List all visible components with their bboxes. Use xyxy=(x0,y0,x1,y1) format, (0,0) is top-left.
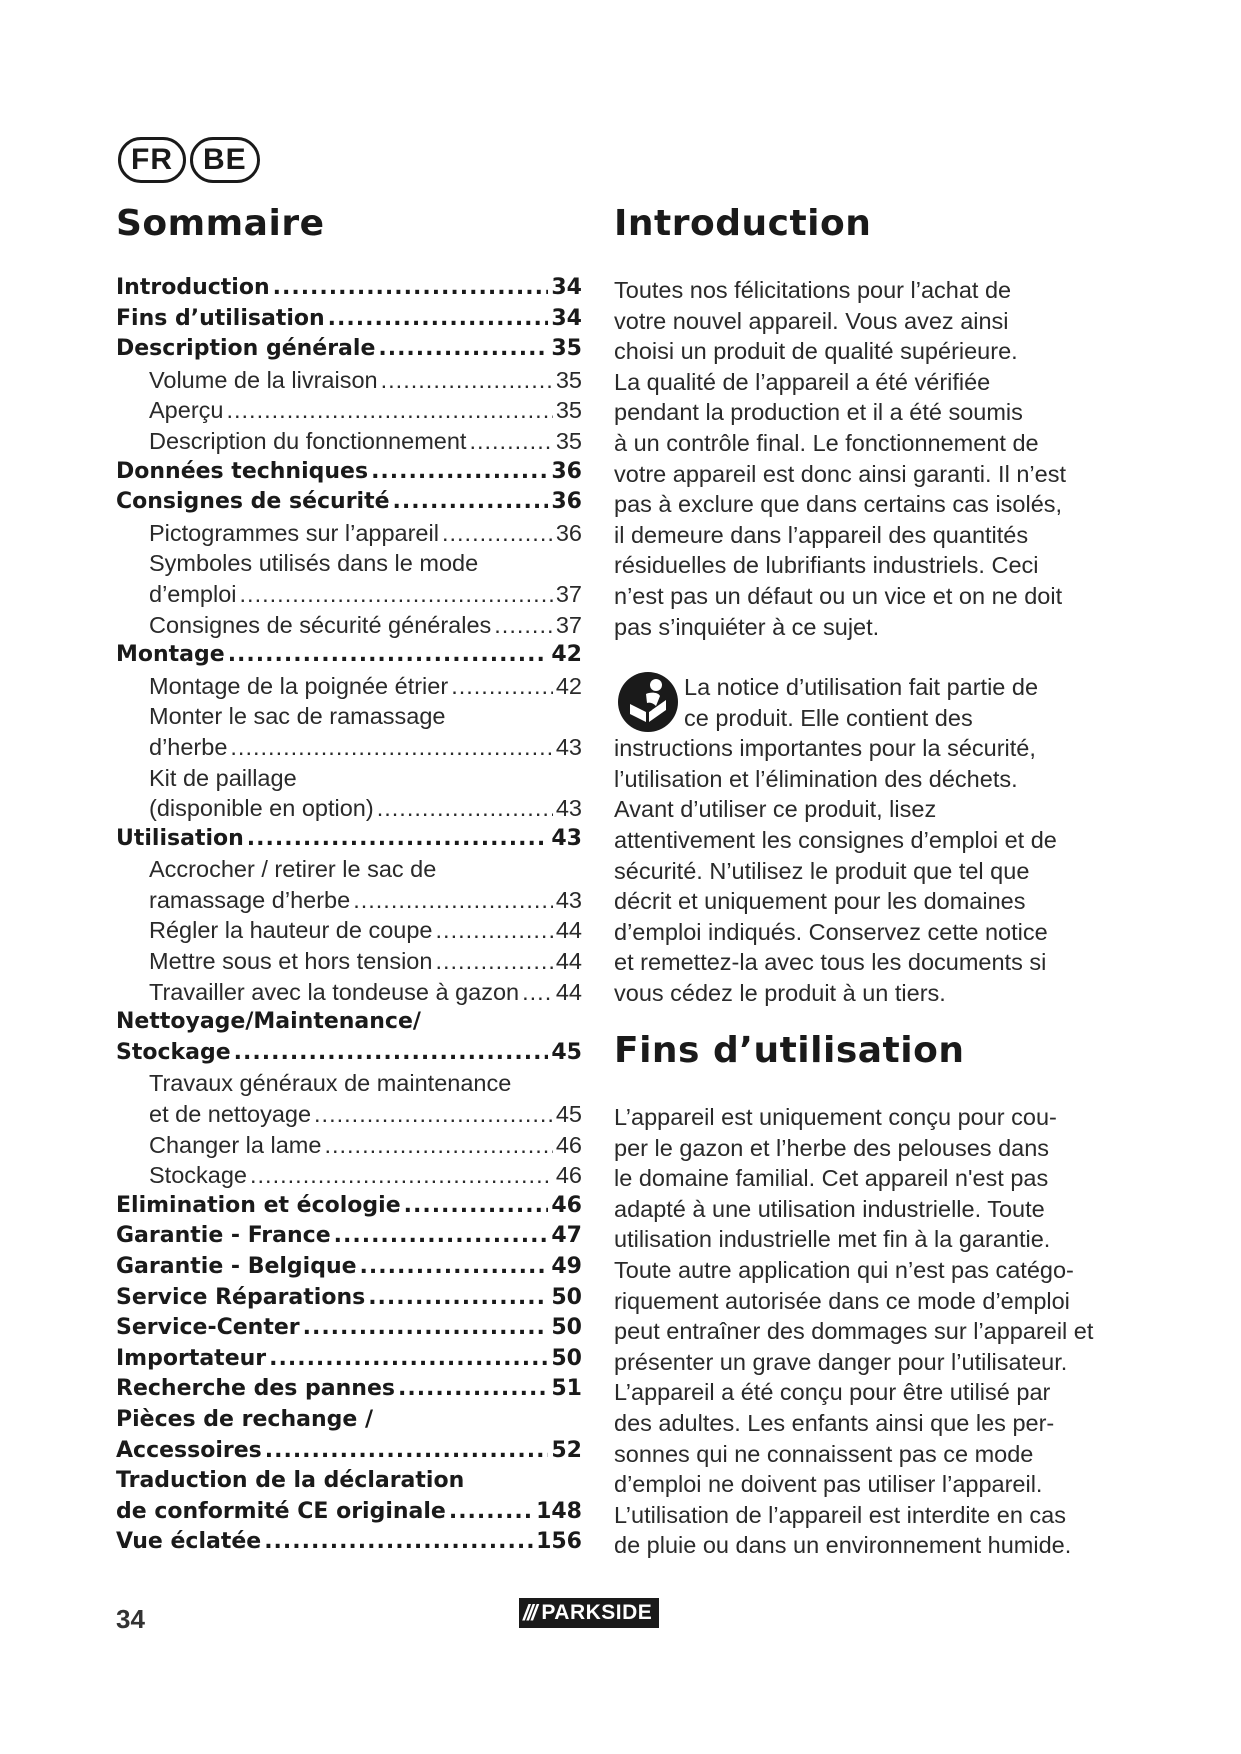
toc-page-number: 44 xyxy=(555,917,582,944)
toc-page-number: 35 xyxy=(551,336,582,362)
toc-entry xyxy=(116,1193,582,1224)
toc-entry-title: Elimination et écologie xyxy=(116,1192,401,1218)
toc-leader-dots xyxy=(435,948,552,975)
toc-leader-dots xyxy=(494,612,553,639)
text-line: utilisation industrielle met fin à la garantie. xyxy=(614,1226,1051,1253)
toc-entry xyxy=(116,367,582,398)
toc-page-number: 34 xyxy=(551,305,582,331)
toc-entry-title: Aperçu xyxy=(149,397,224,424)
toc-entry xyxy=(116,1376,582,1407)
text-line: sonnes qui ne connaissent pas ce mode xyxy=(614,1440,1034,1467)
toc-page-number: 52 xyxy=(551,1437,582,1463)
toc-entry xyxy=(116,459,582,490)
toc-entry-title: Recherche des pannes xyxy=(116,1376,395,1402)
toc-leader-dots xyxy=(368,1285,548,1310)
toc-leader-dots xyxy=(234,1040,549,1065)
text-line: adapté à une utilisation industrielle. Toute xyxy=(614,1195,1045,1222)
toc-entry xyxy=(116,1407,582,1438)
text-line: choisi un produit de qualité supérieure. xyxy=(614,338,1018,365)
toc-entry-title: Description générale xyxy=(116,336,376,362)
toc-page-number: 43 xyxy=(551,825,582,851)
toc-leader-dots xyxy=(378,336,548,361)
toc-leader-dots xyxy=(328,306,549,331)
text-line: pendant la production et il a été soumis xyxy=(614,399,1023,426)
toc-leader-dots xyxy=(404,1193,549,1218)
toc-entry xyxy=(116,1529,582,1560)
toc-leader-dots xyxy=(269,1346,548,1371)
toc-entry-title: Volume de la livraison xyxy=(149,366,378,393)
toc-entry-title: d’herbe xyxy=(149,733,228,760)
toc-page-number: 156 xyxy=(536,1529,582,1555)
toc-entry-title: Nettoyage/Maintenance/ xyxy=(116,1009,421,1035)
toc-page-number: 50 xyxy=(551,1315,582,1341)
toc-entry xyxy=(116,642,582,673)
text-line: L’appareil a été conçu pour être utilisé par xyxy=(614,1379,1051,1406)
toc-entry-title: Garantie - France xyxy=(116,1223,331,1249)
toc-page-number: 44 xyxy=(555,948,582,975)
text-line: et remettez-la avec tous les documents si xyxy=(614,949,1047,976)
toc-entry-title: Stockage xyxy=(149,1162,247,1189)
toc-page-number: 43 xyxy=(555,795,582,822)
toc-entry xyxy=(116,917,582,948)
toc-leader-dots xyxy=(226,397,552,424)
toc-entry xyxy=(116,336,582,367)
toc-page-number: 45 xyxy=(555,1101,582,1128)
toc-entry-title: Stockage xyxy=(116,1039,231,1065)
toc-leader-dots xyxy=(247,826,549,851)
text-line: sécurité. N’utilisez le produit que tel que xyxy=(614,857,1030,884)
introduction-text xyxy=(614,275,1086,642)
toc-page-number: 37 xyxy=(555,611,582,638)
intended-use-text xyxy=(614,1102,1094,1561)
toc-entry xyxy=(116,734,582,765)
toc-entry xyxy=(116,1101,582,1132)
text-line: Toute autre application qui n’est pas catégo- xyxy=(614,1256,1074,1283)
country-badge-fr: FR xyxy=(118,137,186,183)
text-line: votre appareil est donc ainsi garanti. Il n’est xyxy=(614,460,1066,487)
text-line: le domaine familial. Cet appareil n'est pas xyxy=(614,1165,1049,1192)
table-of-contents xyxy=(116,275,582,1560)
toc-entry xyxy=(116,1254,582,1285)
toc-page-number: 36 xyxy=(555,519,582,546)
brand-name: PARKSIDE xyxy=(541,1601,653,1624)
toc-entry-title: Changer la lame xyxy=(149,1131,322,1158)
text-line: il demeure dans l’appareil des quantités xyxy=(614,521,1029,548)
toc-leader-dots xyxy=(264,1529,533,1554)
toc-entry xyxy=(116,1285,582,1316)
text-line: Toutes nos félicitations pour l’achat de xyxy=(614,277,1012,303)
toc-entry xyxy=(116,765,582,796)
toc-entry-title: Travailler avec la tondeuse à gazon xyxy=(149,978,520,1005)
text-line: pas s’inquiéter à ce sujet. xyxy=(614,613,880,640)
toc-entry xyxy=(116,397,582,428)
toc-leader-dots xyxy=(228,642,549,667)
toc-entry-title: Service-Center xyxy=(116,1315,300,1341)
page-number: 34 xyxy=(116,1604,145,1634)
toc-page-number: 35 xyxy=(555,427,582,454)
text-line: présenter un grave danger pour l’utilisateur. xyxy=(614,1348,1068,1375)
text-line: d’emploi ne doivent pas utiliser l’appareil. xyxy=(614,1471,1043,1498)
text-line: des adultes. Les enfants ainsi que les per- xyxy=(614,1409,1055,1436)
toc-entry xyxy=(116,795,582,826)
toc-page-number: 36 xyxy=(551,489,582,515)
toc-entry xyxy=(116,612,582,643)
toc-page-number: 42 xyxy=(555,672,582,699)
toc-entry xyxy=(116,1132,582,1163)
introduction-heading: Introduction xyxy=(614,203,872,244)
toc-page-number: 148 xyxy=(536,1498,582,1524)
toc-leader-dots xyxy=(240,581,553,608)
toc-entry-title: Accessoires xyxy=(116,1437,262,1463)
toc-heading: Sommaire xyxy=(116,203,325,244)
toc-page-number: 36 xyxy=(551,458,582,484)
toc-leader-dots xyxy=(273,275,549,300)
toc-page-number: 49 xyxy=(551,1254,582,1279)
toc-entry xyxy=(116,1315,582,1346)
toc-entry-title: Montage xyxy=(116,642,225,668)
text-line: peut entraîner des dommages sur l’appareil et xyxy=(614,1318,1094,1345)
text-line: La notice d’utilisation fait partie de xyxy=(684,674,1039,700)
text-line: n’est pas un défaut ou un vice et on ne doit xyxy=(614,582,1063,609)
toc-page-number: 45 xyxy=(551,1039,582,1065)
toc-entry-title: Pictogrammes sur l’appareil xyxy=(149,519,439,546)
toc-page-number: 50 xyxy=(551,1284,582,1310)
toc-page-number: 43 xyxy=(555,886,582,913)
toc-entry-title: Service Réparations xyxy=(116,1284,366,1310)
toc-entry-title: Fins d’utilisation xyxy=(116,305,325,331)
text-line: per le gazon et l’herbe des pelouses dans xyxy=(614,1134,1050,1161)
toc-entry xyxy=(116,703,582,734)
text-line: décrit et uniquement pour les domaines xyxy=(614,888,1026,915)
text-line: vous cédez le produit à un tiers. xyxy=(614,979,946,1006)
toc-entry xyxy=(116,948,582,979)
toc-entry-title: Consignes de sécurité générales xyxy=(149,611,492,638)
text-line: à un contrôle final. Le fonctionnement de xyxy=(614,429,1039,456)
toc-leader-dots xyxy=(442,520,553,547)
text-line: de pluie ou dans un environnement humide. xyxy=(614,1532,1072,1559)
toc-entry-title: Montage de la poignée étrier xyxy=(149,672,449,699)
toc-entry xyxy=(116,428,582,459)
toc-entry-title: ramassage d’herbe xyxy=(149,886,351,913)
toc-entry xyxy=(116,856,582,887)
toc-page-number: 35 xyxy=(555,397,582,424)
toc-page-number: 50 xyxy=(551,1345,582,1371)
toc-leader-dots xyxy=(451,673,553,700)
toc-leader-dots xyxy=(381,367,553,394)
toc-leader-dots xyxy=(353,887,553,914)
country-badges xyxy=(118,137,260,183)
toc-leader-dots xyxy=(230,734,552,761)
toc-page-number: 47 xyxy=(551,1223,582,1249)
toc-page-number: 46 xyxy=(555,1131,582,1158)
toc-entry-title: Garantie - Belgique xyxy=(116,1254,357,1279)
toc-entry xyxy=(116,1468,582,1499)
toc-entry-title: Importateur xyxy=(116,1345,267,1371)
text-line: l’utilisation et l’élimination des déchets. xyxy=(614,765,1018,792)
toc-leader-dots xyxy=(303,1315,549,1340)
toc-leader-dots xyxy=(250,1162,553,1189)
toc-entry-title: Introduction xyxy=(116,275,270,300)
toc-page-number: 34 xyxy=(551,275,582,300)
toc-leader-dots xyxy=(371,459,548,484)
toc-entry xyxy=(116,275,582,306)
toc-entry-title: Données techniques xyxy=(116,458,369,484)
toc-page-number: 37 xyxy=(555,580,582,607)
toc-entry-title: Consignes de sécurité xyxy=(116,489,390,515)
text-line: d’emploi indiqués. Conservez cette notice xyxy=(614,918,1048,945)
toc-leader-dots xyxy=(449,1499,533,1524)
toc-entry-title: Utilisation xyxy=(116,825,244,851)
toc-entry xyxy=(116,550,582,581)
toc-entry-title: Monter le sac de ramassage xyxy=(149,703,446,730)
parkside-logo xyxy=(519,1598,659,1628)
toc-entry-title: Description du fonctionnement xyxy=(149,427,467,454)
toc-entry xyxy=(116,1499,582,1530)
toc-entry-title: de conformité CE originale xyxy=(116,1498,446,1524)
toc-entry xyxy=(116,826,582,857)
toc-entry-title: et de nettoyage xyxy=(149,1101,312,1128)
toc-entry-title: Traduction de la déclaration xyxy=(116,1468,465,1494)
toc-leader-dots xyxy=(522,979,553,1006)
country-badge-be: BE xyxy=(190,137,260,183)
toc-entry xyxy=(116,979,582,1010)
text-line: résiduelles de lubrifiants industriels. Ceci xyxy=(614,552,1039,579)
toc-entry xyxy=(116,1223,582,1254)
toc-entry xyxy=(116,1438,582,1469)
text-line: La qualité de l’appareil a été vérifiée xyxy=(614,368,991,395)
toc-leader-dots xyxy=(334,1223,549,1248)
toc-entry-title: d’emploi xyxy=(149,580,237,607)
toc-page-number: 44 xyxy=(555,978,582,1005)
toc-leader-dots xyxy=(265,1438,549,1463)
toc-entry xyxy=(116,520,582,551)
toc-entry-title: Symboles utilisés dans le mode xyxy=(149,550,479,577)
toc-entry-title: Vue éclatée xyxy=(116,1529,262,1555)
toc-entry xyxy=(116,887,582,918)
toc-entry xyxy=(116,581,582,612)
toc-entry xyxy=(116,1346,582,1377)
toc-page-number: 42 xyxy=(551,642,582,668)
toc-entry xyxy=(116,306,582,337)
toc-page-number: 43 xyxy=(555,733,582,760)
toc-leader-dots xyxy=(324,1132,552,1159)
toc-entry-title: (disponible en option) xyxy=(149,795,374,822)
toc-entry-title: Travaux généraux de maintenance xyxy=(149,1070,512,1097)
toc-leader-dots xyxy=(377,795,553,822)
intended-use-heading: Fins d’utilisation xyxy=(614,1030,965,1071)
manual-notice-text xyxy=(614,672,1086,1009)
toc-entry xyxy=(116,489,582,520)
toc-entry xyxy=(116,1009,582,1040)
text-line: riquement autorisée dans ce mode d’emploi xyxy=(614,1287,1070,1314)
toc-entry-title: Mettre sous et hors tension xyxy=(149,948,433,975)
toc-page-number: 46 xyxy=(555,1162,582,1189)
toc-entry xyxy=(116,1162,582,1193)
toc-entry-title: Accrocher / retirer le sac de xyxy=(149,856,437,883)
toc-leader-dots xyxy=(393,489,549,514)
text-line: votre nouvel appareil. Vous avez ainsi xyxy=(614,307,1009,334)
toc-page-number: 46 xyxy=(551,1192,582,1218)
text-line: L’appareil est uniquement conçu pour cou- xyxy=(614,1104,1057,1130)
toc-entry xyxy=(116,1040,582,1071)
text-line: attentivement les consignes d’emploi et de xyxy=(614,826,1057,853)
toc-leader-dots xyxy=(398,1376,548,1401)
toc-leader-dots xyxy=(314,1101,553,1128)
toc-entry-title: Régler la hauteur de coupe xyxy=(149,917,433,944)
text-line: pas à exclure que dans certains cas isolés, xyxy=(614,491,1063,518)
toc-entry xyxy=(116,1070,582,1101)
toc-page-number: 35 xyxy=(555,366,582,393)
toc-page-number: 51 xyxy=(551,1376,582,1402)
toc-leader-dots xyxy=(469,428,552,455)
toc-leader-dots xyxy=(436,917,553,944)
text-line: Avant d’utiliser ce produit, lisez xyxy=(614,796,937,823)
text-line: L’utilisation de l’appareil est interdite en cas xyxy=(614,1501,1066,1528)
text-line: instructions importantes pour la sécurité, xyxy=(614,735,1036,762)
toc-leader-dots xyxy=(360,1254,549,1279)
toc-entry-title: Pièces de rechange / xyxy=(116,1406,373,1432)
brand-slashes: /// xyxy=(523,1600,536,1625)
toc-entry-title: Kit de paillage xyxy=(149,764,297,791)
text-line: ce produit. Elle contient des xyxy=(684,704,973,731)
toc-entry xyxy=(116,673,582,704)
